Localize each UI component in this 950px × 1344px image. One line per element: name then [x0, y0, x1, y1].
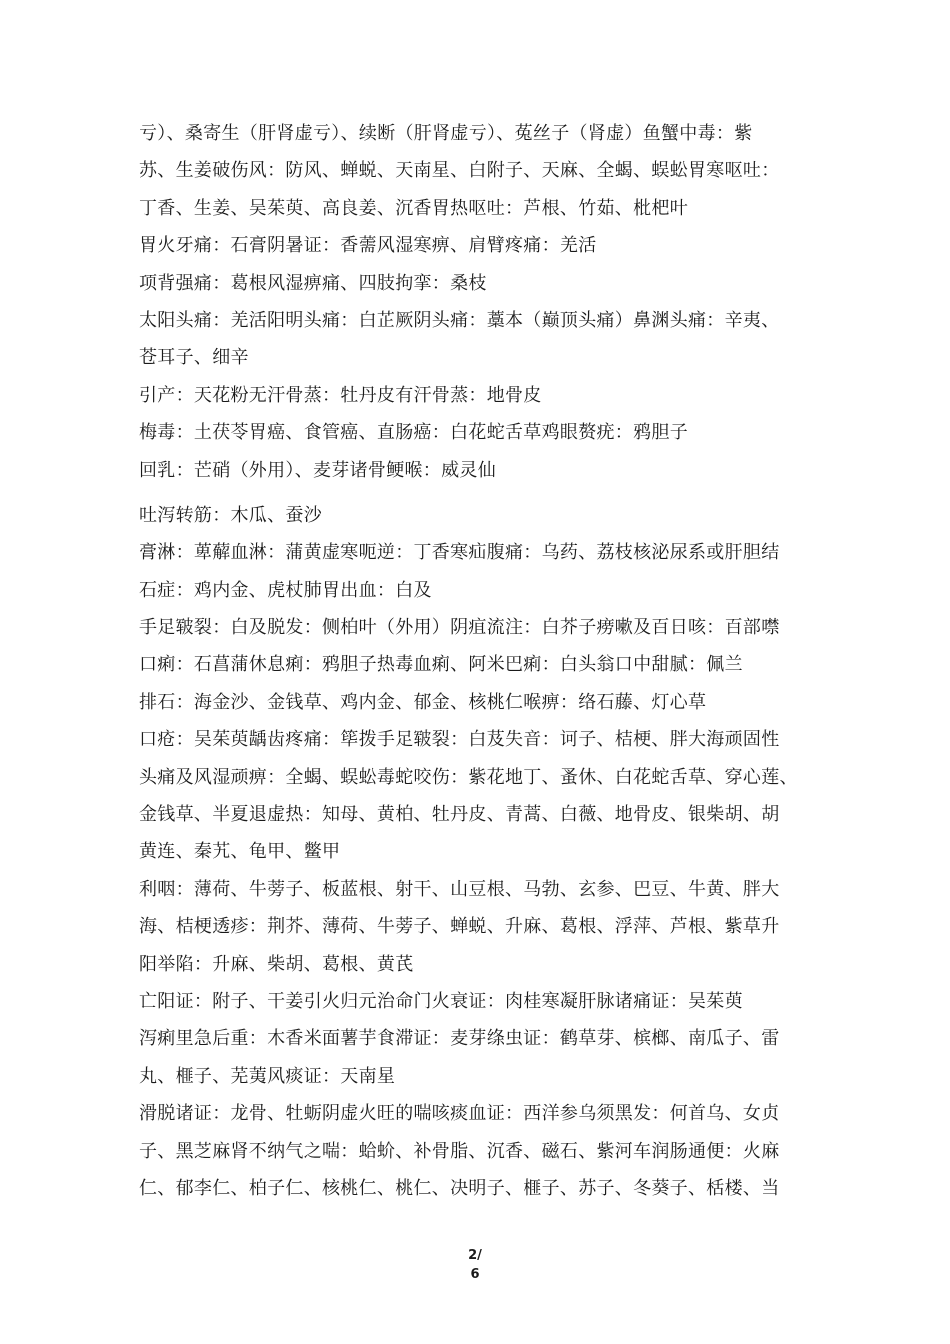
- text-line: 子、黑芝麻肾不纳气之喘：蛤蚧、补骨脂、沉香、磁石、紫河车润肠通便：火麻: [139, 1140, 780, 1162]
- text-line: 项背强痛：葛根风湿痹痛、四肢拘挛：桑枝: [139, 272, 487, 294]
- text-line: 亡阳证：附子、干姜引火归元治命门火衰证：肉桂寒凝肝脉诸痛证：吴茱萸: [139, 990, 743, 1012]
- text-line: 苍耳子、细辛: [139, 347, 249, 369]
- text-line: 苏、生姜破伤风：防风、蝉蜕、天南星、白附子、天麻、全蝎、蜈蚣胃寒呕吐：: [139, 160, 780, 182]
- page-number-current: 2/: [468, 1248, 482, 1263]
- text-body: [139, 115, 819, 1207]
- text-line: 丸、榧子、芜荑风痰证：天南星: [139, 1065, 396, 1087]
- paragraph-gap: [139, 489, 819, 497]
- text-line: 口疮：吴茱萸龋齿疼痛：筚拨手足皲裂：白芨失音：诃子、桔梗、胖大海顽固性: [139, 729, 780, 751]
- text-line: 阳举陷：升麻、柴胡、葛根、黄芪: [139, 953, 414, 975]
- text-line: 滑脱诸证：龙骨、牡蛎阴虚火旺的喘咳痰血证：西洋参乌须黑发：何首乌、女贞: [139, 1103, 780, 1125]
- text-line: 排石：海金沙、金钱草、鸡内金、郁金、核桃仁喉痹：络石藤、灯心草: [139, 691, 707, 713]
- text-line: 口痢：石菖蒲休息痢：鸦胆子热毒血痢、阿米巴痢：白头翁口中甜腻：佩兰: [139, 654, 743, 676]
- text-line: 黄连、秦艽、龟甲、鳖甲: [139, 841, 341, 863]
- text-line: 利咽：薄荷、牛蒡子、板蓝根、射干、山豆根、马勃、玄参、巴豆、牛黄、胖大: [139, 878, 780, 900]
- text-line: 引产：天花粉无汗骨蒸：牡丹皮有汗骨蒸：地骨皮: [139, 384, 542, 406]
- text-line: 胃火牙痛：石膏阴暑证：香薷风湿寒痹、肩臂疼痛：羌活: [139, 235, 597, 257]
- text-line: 海、桔梗透疹：荆芥、薄荷、牛蒡子、蝉蜕、升麻、葛根、浮萍、芦根、紫草升: [139, 916, 780, 938]
- text-line: 仁、郁李仁、柏子仁、核桃仁、桃仁、决明子、榧子、苏子、冬葵子、栝楼、当: [139, 1177, 780, 1199]
- text-line: 回乳：芒硝（外用）、麦芽诸骨鲠喉：威灵仙: [139, 459, 496, 481]
- text-line: 吐泻转筋：木瓜、蚕沙: [139, 504, 322, 526]
- text-line: 梅毒：土茯苓胃癌、食管癌、直肠癌：白花蛇舌草鸡眼赘疣：鸦胆子: [139, 422, 688, 444]
- page-number: [0, 1246, 950, 1284]
- text-line: 膏淋：萆薢血淋：蒲黄虚寒呃逆：丁香寒疝腹痛：乌药、荔枝核泌尿系或肝胆结: [139, 542, 780, 564]
- text-line: 金钱草、半夏退虚热：知母、黄柏、牡丹皮、青蒿、白薇、地骨皮、银柴胡、胡: [139, 804, 780, 826]
- text-line: 泻痢里急后重：木香米面薯芋食滞证：麦芽绦虫证：鹤草芽、槟榔、南瓜子、雷: [139, 1028, 780, 1050]
- text-line: 手足皲裂：白及脱发：侧柏叶（外用）阴疽流注：白芥子痨嗽及百日咳：百部噤: [139, 617, 780, 639]
- page-number-total: 6: [470, 1267, 480, 1282]
- text-line: 亏）、桑寄生（肝肾虚亏）、续断（肝肾虚亏）、菟丝子（肾虚）鱼蟹中毒：紫: [139, 123, 753, 144]
- text-line: 丁香、生姜、吴茱萸、高良姜、沉香胃热呕吐：芦根、竹茹、枇杷叶: [139, 197, 688, 219]
- text-line: 太阳头痛：羌活阳明头痛：白芷厥阴头痛：藁本（巅顶头痛）鼻渊头痛：辛夷、: [139, 309, 780, 331]
- text-line: 石症：鸡内金、虎杖肺胃出血：白及: [139, 579, 432, 601]
- text-line: 头痛及风湿顽痹：全蝎、蜈蚣毒蛇咬伤：紫花地丁、蚤休、白花蛇舌草、穿心莲、: [139, 766, 798, 788]
